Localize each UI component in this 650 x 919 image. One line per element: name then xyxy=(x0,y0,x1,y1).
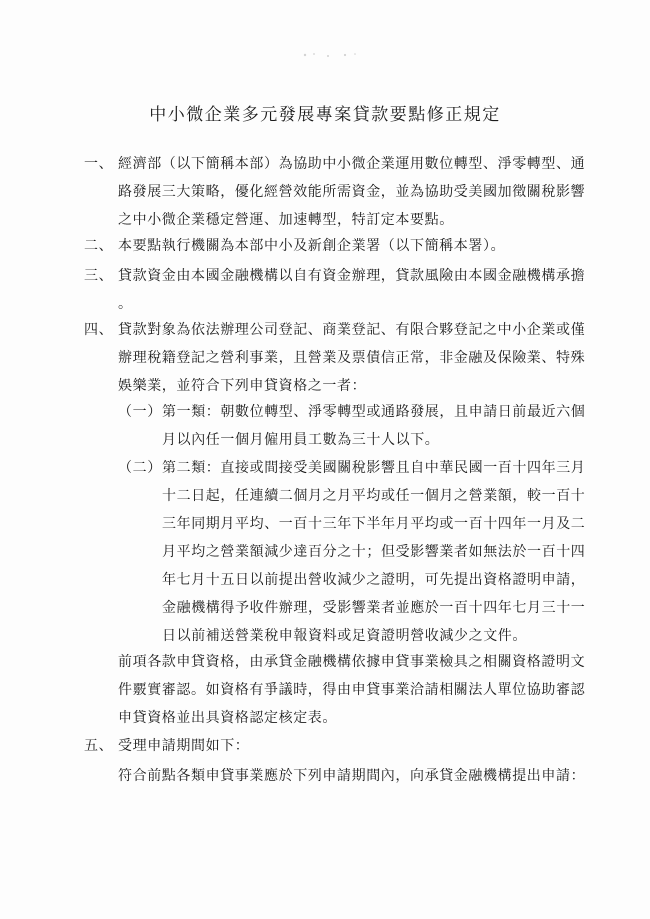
subitem-number: （一） xyxy=(118,404,162,420)
subitem-line: 日以前補送營業稅申報資料或足資證明營收減少之文件。 xyxy=(162,628,527,644)
item-number: 一、 xyxy=(84,156,114,172)
item-line: 路發展三大策略，優化經營效能所需資金，並為協助受美國加徵關稅影響 xyxy=(118,184,586,200)
item-2 xyxy=(84,232,574,260)
item-number: 四、 xyxy=(84,322,114,338)
scan-artifact xyxy=(300,50,360,60)
item-5-paragraph xyxy=(118,762,586,790)
item-3 xyxy=(84,262,586,318)
subitem-line: 月平均之營業額減少達百分之十；但受影響業者如無法於一百十四 xyxy=(162,544,586,560)
item-line: 之中小微企業穩定營運、加速轉型，特訂定本要點。 xyxy=(118,212,454,228)
item-line: 本要點執行機關為本部中小及新創企業署（以下簡稱本署）。 xyxy=(118,238,506,254)
subitem-1 xyxy=(118,398,586,454)
item-line: 。 xyxy=(118,296,133,312)
item-line: 貸款資金由本國金融機構以自有資金辦理，貸款風險由本國金融機構承擔 xyxy=(118,268,586,284)
subitem-line: 十二日起，任連續二個月之月平均或任一個月之營業額，較一百十 xyxy=(162,488,586,504)
subitem-line: 年七月十五日以前提出營收減少之證明，可先提出資格證明申請， xyxy=(162,572,586,588)
paragraph-line: 符合前點各類申貸事業應於下列申請期間內，向承貸金融機構提出申請： xyxy=(118,768,586,784)
item-number: 二、 xyxy=(84,238,114,254)
item-line: 經濟部（以下簡稱本部）為協助中小微企業運用數位轉型、淨零轉型、通 xyxy=(118,156,586,172)
document-title: 中小微企業多元發展專案貸款要點修正規定 xyxy=(149,105,501,125)
item-line: 娛樂業，並符合下列申貸資格之一者： xyxy=(118,378,367,394)
item-line: 辦理稅籍登記之營利事業，且營業及票債信正常，非金融及保險業、特殊 xyxy=(118,350,586,366)
item-1 xyxy=(84,150,586,234)
item-number: 三、 xyxy=(84,268,114,284)
subitem-line: 第一類：朝數位轉型、淨零轉型或通路發展，且申請日前最近六個 xyxy=(162,404,586,420)
item-line: 貸款對象為依法辦理公司登記、商業登記、有限合夥登記之中小企業或僅 xyxy=(118,322,586,338)
paragraph-line: 前項各款申貸資格，由承貸金融機構依據申貸事業檢具之相關資格證明文 xyxy=(118,654,586,670)
paragraph-line: 申貸資格並出具資格認定核定表。 xyxy=(118,710,337,726)
subitem-line: 三年同期月平均、一百十三年下半年月平均或一百十四年一月及二 xyxy=(162,516,586,532)
item-5 xyxy=(84,732,574,760)
paragraph-line: 件覈實審認。如資格有爭議時，得由申貸事業洽請相關法人單位協助審認 xyxy=(118,682,586,698)
subitem-line: 第二類：直接或間接受美國關稅影響且自中華民國一百十四年三月 xyxy=(162,460,586,476)
closing-paragraph xyxy=(118,648,586,732)
subitem-2 xyxy=(118,454,586,650)
subitem-number: （二） xyxy=(118,460,162,476)
subitem-line: 月以內任一個月僱用員工數為三十人以下。 xyxy=(162,432,440,448)
item-number: 五、 xyxy=(84,738,114,754)
item-4 xyxy=(84,316,586,400)
subitem-line: 金融機構得予收件辦理，受影響業者並應於一百十四年七月三十一 xyxy=(162,600,586,616)
item-line: 受理申請期間如下： xyxy=(118,738,250,754)
